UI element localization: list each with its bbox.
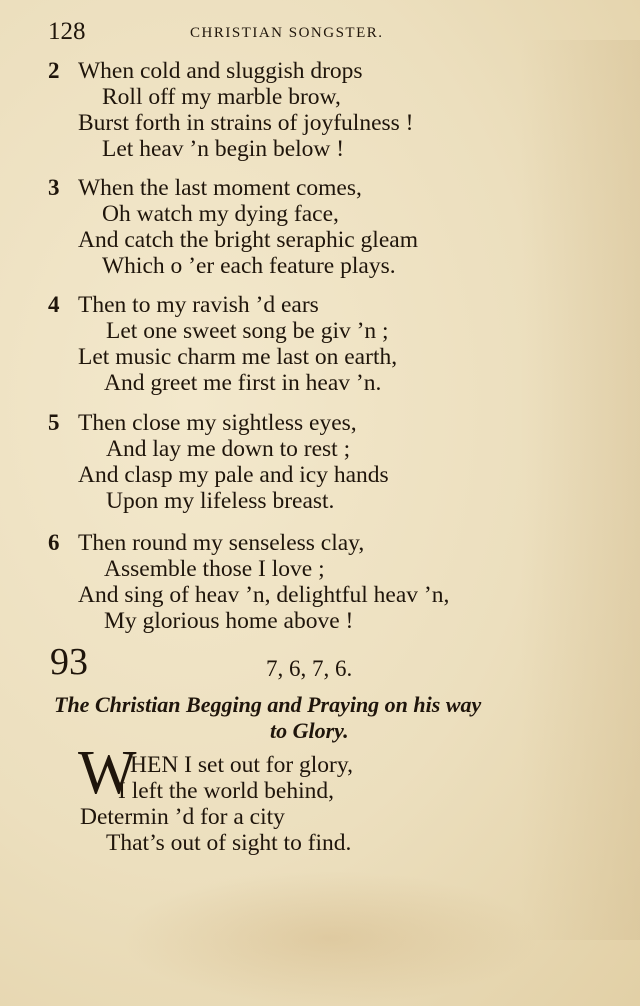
hymn-line: That’s out of sight to find. <box>106 830 352 856</box>
hymn-line: Determin ’d for a city <box>80 804 285 830</box>
page-number: 128 <box>48 18 86 45</box>
hymn-line: HEN I set out for glory, <box>130 752 353 778</box>
hymn-line: I left the world behind, <box>118 778 335 804</box>
hymn-meter: 7, 6, 7, 6. <box>266 656 353 681</box>
drop-cap: W <box>78 739 137 807</box>
hymn-title: The Christian Begging and Praying on his way <box>54 692 482 717</box>
verse-line: Oh watch my dying face, <box>102 201 339 227</box>
verse-number: 4 <box>48 292 60 317</box>
verse-line: And greet me first in heav ’n. <box>104 370 382 396</box>
verse-number: 6 <box>48 530 60 555</box>
verse-line: Let one sweet song be giv ’n ; <box>106 318 389 344</box>
paper-stain <box>120 870 540 1006</box>
verse-line: And clasp my pale and icy hands <box>78 462 389 488</box>
verse-line: Let heav ’n begin below ! <box>102 136 345 162</box>
verse-line: Then to my ravish ’d ears <box>78 292 319 318</box>
verse-line: And catch the bright seraphic gleam <box>78 227 418 253</box>
verse-number: 2 <box>48 58 60 83</box>
verse-line: Let music charm me last on earth, <box>78 344 398 370</box>
verse-line: Which o ’er each feature plays. <box>102 253 396 279</box>
verse-line: Roll off my marble brow, <box>102 84 341 110</box>
page-header <box>48 18 448 48</box>
verse-line: Assemble those I love ; <box>104 556 325 582</box>
hymn-number: 93 <box>50 641 88 683</box>
verse-line: Then close my sightless eyes, <box>78 410 357 436</box>
verse-line: And sing of heav ’n, delightful heav ’n, <box>78 582 450 608</box>
verse-number: 5 <box>48 410 60 435</box>
hymn-title-continued: to Glory. <box>270 718 349 743</box>
verse-number: 3 <box>48 175 60 200</box>
paper-shadow <box>520 40 640 940</box>
verse-line: Upon my lifeless breast. <box>106 488 335 514</box>
running-title: CHRISTIAN SONGSTER. <box>190 25 384 41</box>
verse-line: Then round my senseless clay, <box>78 530 365 556</box>
verse-line: My glorious home above ! <box>104 608 354 634</box>
verse-line: When the last moment comes, <box>78 175 362 201</box>
verse-line: When cold and sluggish drops <box>78 58 363 84</box>
verse-line: And lay me down to rest ; <box>106 436 351 462</box>
verse-line: Burst forth in strains of joyfulness ! <box>78 110 414 136</box>
